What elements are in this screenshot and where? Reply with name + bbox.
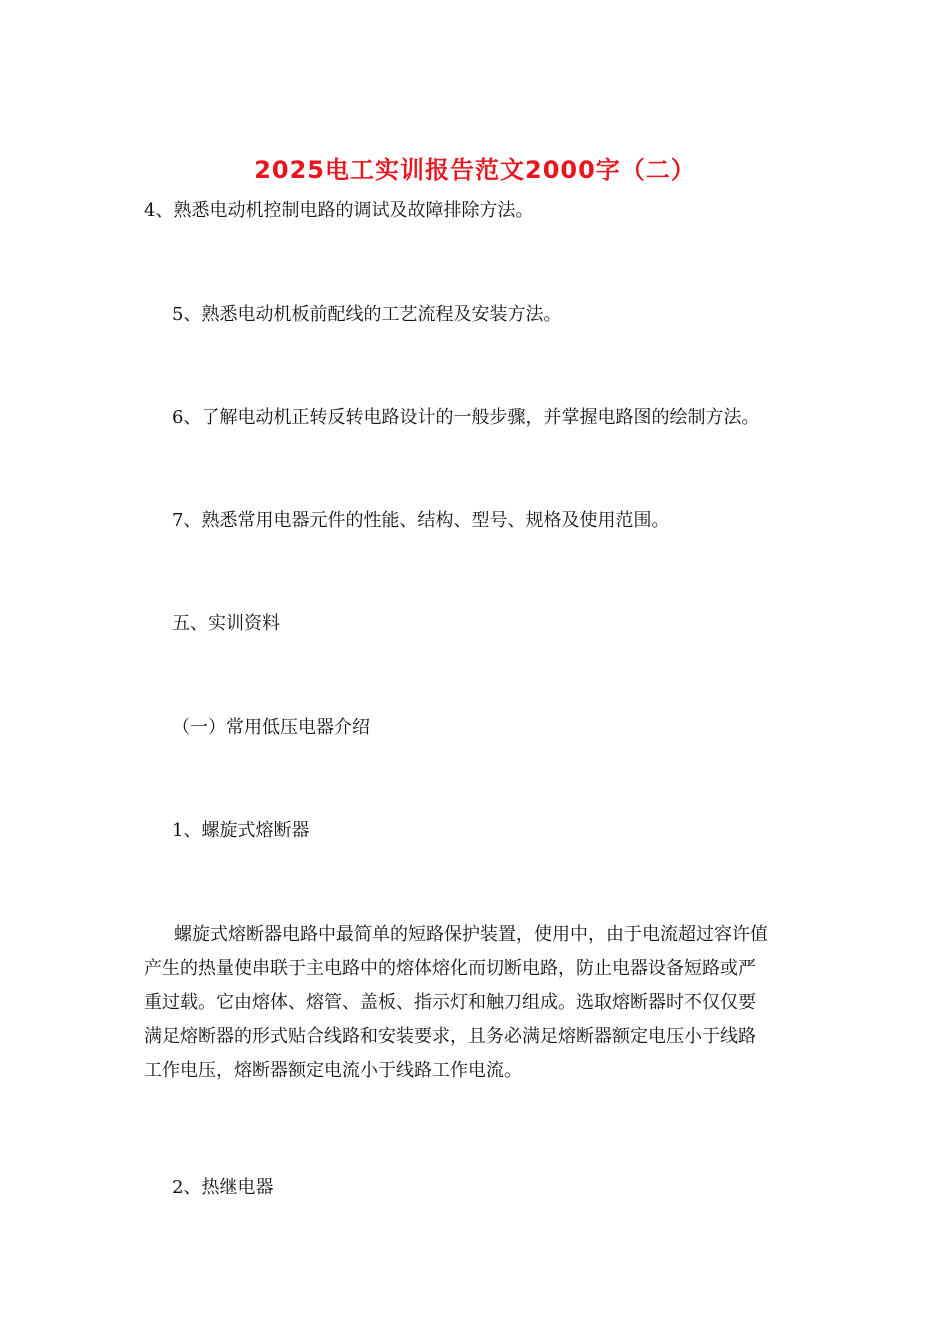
list-item: 5、熟悉电动机板前配线的工艺流程及安装方法。 — [172, 304, 562, 325]
paragraph-line: 重过载。它由熔体、熔管、盖板、指示灯和触刀组成。选取熔断器时不仅仅要 — [144, 992, 756, 1013]
list-item: 4、熟悉电动机控制电路的调试及故障排除方法。 — [144, 200, 534, 221]
list-item: 7、熟悉常用电器元件的性能、结构、型号、规格及使用范围。 — [172, 510, 670, 531]
subsection-heading: （一）常用低压电器介绍 — [172, 717, 370, 738]
paragraph-line: 工作电压，熔断器额定电流小于线路工作电流。 — [144, 1060, 522, 1081]
paragraph-line: 产生的热量使串联于主电路中的熔体熔化而切断电路，防止电器设备短路或严 — [144, 958, 756, 979]
section-heading: 五、实训资料 — [172, 613, 280, 634]
paragraph-line: 螺旋式熔断器电路中最简单的短路保护装置，使用中，由于电流超过容许值 — [174, 924, 768, 945]
relay-heading: 2、热继电器 — [172, 1177, 274, 1198]
list-item: 6、了解电动机正转反转电路设计的一般步骤，并掌握电路图的绘制方法。 — [172, 407, 760, 428]
document-title: 2025电工实训报告范文2000字（二） — [254, 156, 696, 184]
paragraph-line: 满足熔断器的形式贴合线路和安装要求，且务必满足熔断器额定电压小于线路 — [144, 1026, 756, 1047]
fuse-heading: 1、螺旋式熔断器 — [172, 820, 310, 841]
fuse-paragraph — [144, 918, 808, 1088]
